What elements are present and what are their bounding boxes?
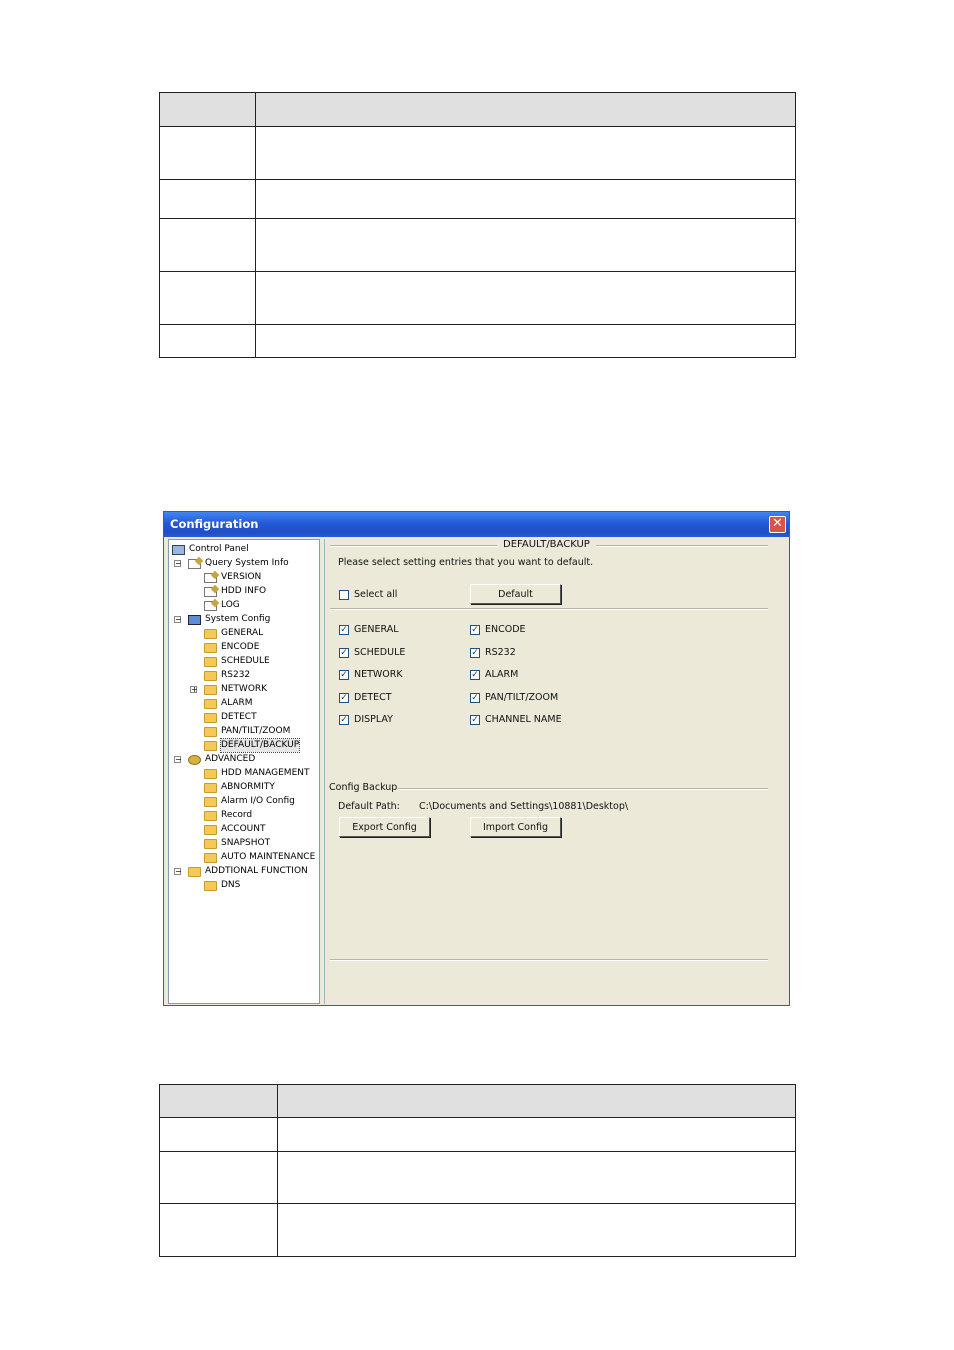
document-icon [188,559,201,569]
export-config-button[interactable]: Export Config [339,817,430,837]
tree-item-ptz[interactable] [204,725,290,738]
select-all-checkbox[interactable] [339,590,349,600]
table-cell [160,1152,278,1204]
tree-item-log[interactable] [204,599,240,612]
folder-icon [204,643,217,653]
folder-icon [204,797,217,807]
default-path-label: Default Path: [338,801,400,812]
tree-label: SNAPSHOT [221,838,271,848]
checkbox-label: RS232 [485,646,516,658]
default-path-value: C:\Documents and Settings\10881\Desktop\ [419,801,629,812]
tree-label: DEFAULT/BACKUP [221,740,300,750]
collapse-toggle[interactable]: − [175,867,182,876]
tree-item-detect[interactable] [204,711,257,724]
tree-label: ABNORMITY [221,782,275,792]
tree-label: Alarm I/O Config [221,796,295,806]
folder-icon [204,769,217,779]
table-cell [160,180,256,219]
tree-item-hdd-management[interactable] [204,767,309,780]
folder-icon [204,713,217,723]
checkbox-label: CHANNEL NAME [485,714,562,726]
tree-label: AUTO MAINTENANCE [221,852,316,862]
tree-item-snapshot[interactable] [204,837,270,850]
table-cell [256,272,796,325]
tree-label: ADDTIONAL FUNCTION [205,866,308,876]
tree-item-additional-function[interactable] [188,865,308,878]
tree-item-rs232[interactable] [204,669,250,682]
divider [330,959,768,961]
checkbox-label: DISPLAY [354,714,393,726]
close-button[interactable] [769,516,786,533]
collapse-toggle[interactable]: − [175,615,182,624]
open-folder-icon [204,741,217,751]
folder-icon [204,671,217,681]
tree-label: SCHEDULE [221,656,270,666]
tree-item-record[interactable] [204,809,252,822]
right-checkbox-channel-name[interactable]: ✓ [471,715,479,726]
left-checkbox-general[interactable]: ✓ [340,625,348,635]
expand-toggle[interactable]: + [191,685,198,694]
tree-item-abnormity[interactable] [204,781,275,794]
left-checkbox-detect[interactable]: ✓ [340,692,348,703]
tree-item-advanced[interactable] [188,753,255,766]
left-checkbox-schedule[interactable]: ✓ [340,647,348,658]
tree-label: HDD INFO [221,586,267,596]
tree-item-query-system-info[interactable] [188,557,289,570]
tree-label: ENCODE [221,642,260,652]
table-cell [256,127,796,180]
gear-icon [188,755,201,765]
bottom-table [159,1084,796,1257]
table-cell [160,1085,278,1118]
left-checkbox-network[interactable]: ✓ [340,670,348,681]
tree-item-auto-maintenance[interactable] [204,851,315,864]
tree-label: DETECT [221,712,257,722]
table-cell [160,1118,278,1152]
section-title: DEFAULT/BACKUP [497,539,596,551]
configuration-window [163,511,790,1006]
collapse-toggle[interactable]: − [175,559,182,568]
tree-item-hdd-info[interactable] [204,585,266,598]
table-cell [278,1204,796,1257]
tree-label: Query System Info [205,558,289,568]
table-cell [278,1152,796,1204]
tree-label: LOG [221,600,240,610]
tools-icon [188,615,201,625]
top-table [159,92,796,358]
tree-item-alarm-io[interactable] [204,795,295,808]
tree-item-general[interactable] [204,627,263,640]
table-cell [256,219,796,272]
tree-item-network[interactable] [204,683,267,696]
tree-label: ACCOUNT [221,824,266,834]
tree-label: Record [221,810,253,820]
document-icon [204,573,217,583]
tree-label: NETWORK [221,684,268,694]
table-cell [160,93,256,127]
checkbox-label: NETWORK [354,669,403,681]
folder-icon [204,881,217,891]
checkbox-label: ALARM [485,669,519,681]
folder-icon [204,839,217,849]
default-backup-panel [324,539,788,1004]
tree-label: RS232 [221,670,251,680]
tree-item-encode[interactable] [204,641,259,654]
folder-icon [204,727,217,737]
folder-icon [204,685,217,695]
table-cell [256,325,796,358]
document-icon [204,601,217,611]
folder-icon [204,783,217,793]
checkbox-label: PAN/TILT/ZOOM [485,691,559,703]
tree-item-default-backup[interactable] [204,739,299,752]
document-icon [204,587,217,597]
right-checkbox-alarm[interactable]: ✓ [471,670,479,681]
table-cell [256,93,796,127]
tree-item-control-panel[interactable] [172,543,249,556]
tree-label: ADVANCED [205,754,256,764]
tree-label: DNS [221,880,241,890]
checkbox-label: SCHEDULE [354,646,406,658]
tree-label: ALARM [221,698,253,708]
collapse-toggle[interactable]: − [175,755,182,764]
folder-icon [204,699,217,709]
tree-label: HDD MANAGEMENT [221,768,310,778]
tree-item-account[interactable] [204,823,265,836]
left-checkbox-display[interactable]: ✓ [340,715,348,726]
table-cell [278,1085,796,1118]
checkbox-label: GENERAL [354,624,399,635]
tree-label: GENERAL [221,628,264,638]
right-checkbox-rs232[interactable]: ✓ [471,647,479,658]
table-cell [256,180,796,219]
tree-label: VERSION [221,572,262,582]
table-cell [160,219,256,272]
table-cell [160,272,256,325]
window-title: Configuration [170,517,259,531]
select-all-label: Select all [354,589,398,600]
tree-label: PAN/TILT/ZOOM [221,726,291,736]
default-button[interactable]: Default [470,584,561,604]
table-cell [278,1118,796,1152]
tree-item-system-config[interactable] [188,613,270,626]
title-bar [164,512,789,537]
right-checkbox-pan-tilt-zoom[interactable]: ✓ [471,692,479,703]
tree-item-dns[interactable] [204,879,240,892]
folder-icon [204,825,217,835]
folder-icon [204,657,217,667]
computer-icon [172,545,185,555]
folder-icon [204,811,217,821]
import-config-button[interactable]: Import Config [470,817,561,837]
tree-item-alarm[interactable] [204,697,253,710]
checkbox-label: DETECT [354,691,392,703]
tree-item-version[interactable] [204,571,261,584]
tree-label: System Config [205,614,271,624]
folder-icon [204,853,217,863]
config-tree [168,539,320,1004]
table-cell [160,127,256,180]
close-icon: ✕ [772,516,783,531]
table-cell [160,1204,278,1257]
folder-icon [188,867,201,877]
divider [398,788,768,790]
instruction-text: Please select setting entries that you want to default. [338,557,594,568]
right-checkbox-encode[interactable]: ✓ [471,625,479,635]
checkbox-label: ENCODE [485,624,526,635]
folder-icon [204,629,217,639]
divider [330,608,768,610]
config-backup-title: Config Backup [329,782,398,793]
tree-label: Control Panel [189,544,249,554]
tree-item-schedule[interactable] [204,655,270,668]
table-cell [160,325,256,358]
